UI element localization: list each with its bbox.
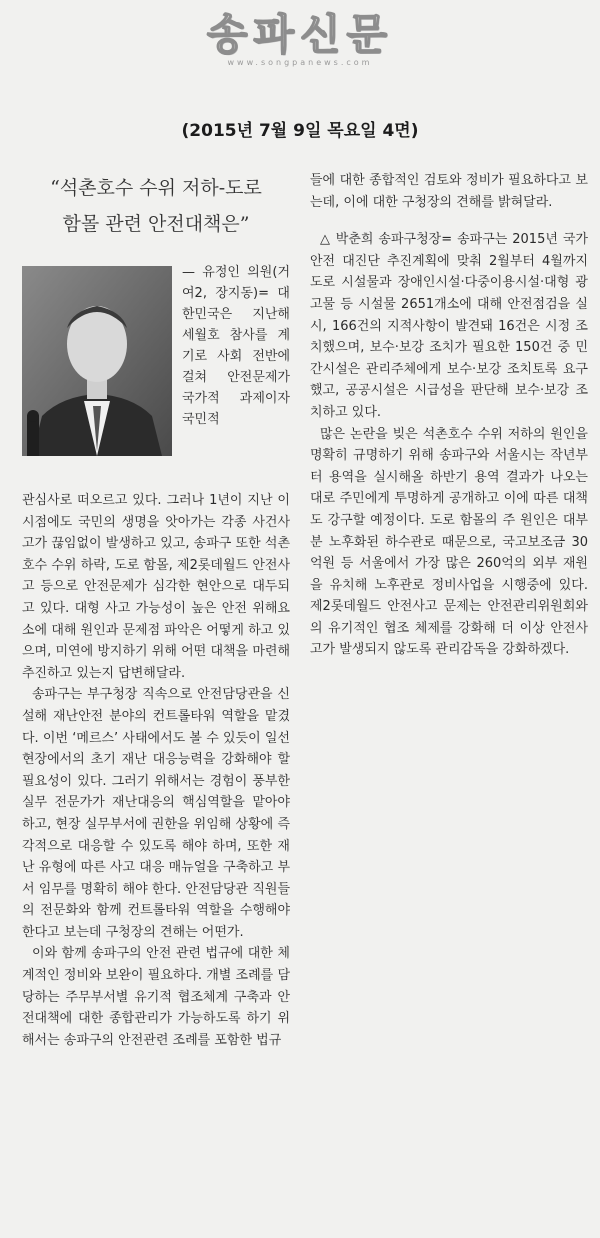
portrait-image [22, 266, 172, 456]
photo-byline-area [22, 266, 290, 498]
portrait-photo [22, 266, 172, 456]
headline-line-2: 함몰 관련 안전대책은” [62, 213, 250, 235]
left-paragraph-1: 관심사로 떠오르고 있다. 그러나 1년이 지난 이 시점에도 국민의 생명을 앗아가는 각종 사건사고가 끊임없이 발생하고 있고, 송파구 또한 석촌호수 수위 하락, 도로 함몰, 제2롯데월드 안전사고 등으로 안전문제가 심각한 현안으로 대두되고 있다. 대형 사고 가능성이 높은 안전 위해요소에 대해 원인과 문제점 파악은 어떻게 하고 있으며, 미연에 방지하기 위해 어떤 대책을 마련해 추진하고 있는지 답변해달라. [22, 493, 290, 681]
left-paragraph-2: 송파구는 부구청장 직속으로 안전담당관을 신설해 재난안전 분야의 컨트롤타워 역할을 맡겼다. 이번 ‘메르스’ 사태에서도 볼 수 있듯이 일선 현장에서의 초기 재난 대응능력을 강화해야 할 필요성이 있다. 그러기 위해서는 경험이 풍부한 실무 전문가가 재난대응의 핵심역할을 맡아야 하고, 현장 실무부서에 권한을 위임해 상황에 즉각적으로 대응할 수 있도록 해야 하며, 또한 재난 유형에 따른 사고 대응 매뉴얼을 구축하고 부서 임무를 명확히 해야 한다. 안전담당관 직원들의 전문화와 함께 컨트롤타워 역할을 수행해야 한다고 보는데 구청장의 견해는 어떤가. [22, 687, 290, 940]
right-paragraph-2: △ 박춘희 송파구청장= 송파구는 2015년 국가안전 대진단 추진계획에 맞춰 2월부터 4월까지 도로 시설물과 장애인시설·다중이용시설·대형 광고물 등 시설물 2651개소에 대해 안전점검을 실시, 166건의 지적사항이 발견돼 16건은 시정 조치했으며, 보수·보강 조치가 필요한 150건 중 민간시설은 관리주체에게 보수·보강 조치토록 요구했고, 공공시설은 시급성을 판단해 보수·보강 조치하고 있다. [310, 232, 588, 420]
right-paragraph-1: 들에 대한 종합적인 검토와 정비가 필요하다고 보는데, 이에 대한 구청장의 견해를 밝혀달라. [310, 173, 588, 210]
headline [22, 170, 290, 242]
byline-intro: — 유정인 의원(거여2, 장지동)= 대한민국은 지난해 세월호 참사를 계기로 사회 전반에 걸쳐 안전문제가 국가적 과제이자 국민적 [182, 265, 290, 427]
masthead-subtitle: www.songpanews.com [227, 58, 373, 67]
headline-line-1: “석촌호수 수위 저하-도로 [50, 177, 262, 199]
left-paragraph-3: 이와 함께 송파구의 안전 관련 법규에 대한 체계적인 정비와 보완이 필요하다. 개별 조례를 담당하는 주무부서별 유기적 협조체계 구축과 안전대책에 대한 종합관리가 가능하도록 하기 위해서는 송파구의 안전관련 조례를 포함한 법규 [22, 946, 290, 1048]
masthead [0, 8, 600, 67]
left-column [22, 170, 290, 1051]
right-paragraph-3: 많은 논란을 빚은 석촌호수 수위 저하의 원인을 명확히 규명하기 위해 송파구와 서울시는 작년부터 용역을 실시해올 하반기 용역 결과가 나오는 대로 주민에게 투명하게 공개하고 이에 따른 대책도 강구할 예정이다. 도로 함몰의 주 원인은 대부분 노후화된 하수관로 때문으로, 국고보조금 30억원 등 서울에서 가장 많은 260억의 외부 재원을 유치해 노후관로 정비사업을 시행중에 있다. 제2롯데월드 안전사고 문제는 안전관리위원회와의 유기적인 협조 체제를 강화해 더 이상 안전사고가 발생되지 않도록 관리감독을 강화하겠다. [310, 426, 588, 658]
right-column [310, 170, 588, 661]
masthead-title: 송파신문 [206, 10, 394, 59]
dateline: (2015년 7월 9일 목요일 4면) [181, 121, 419, 141]
